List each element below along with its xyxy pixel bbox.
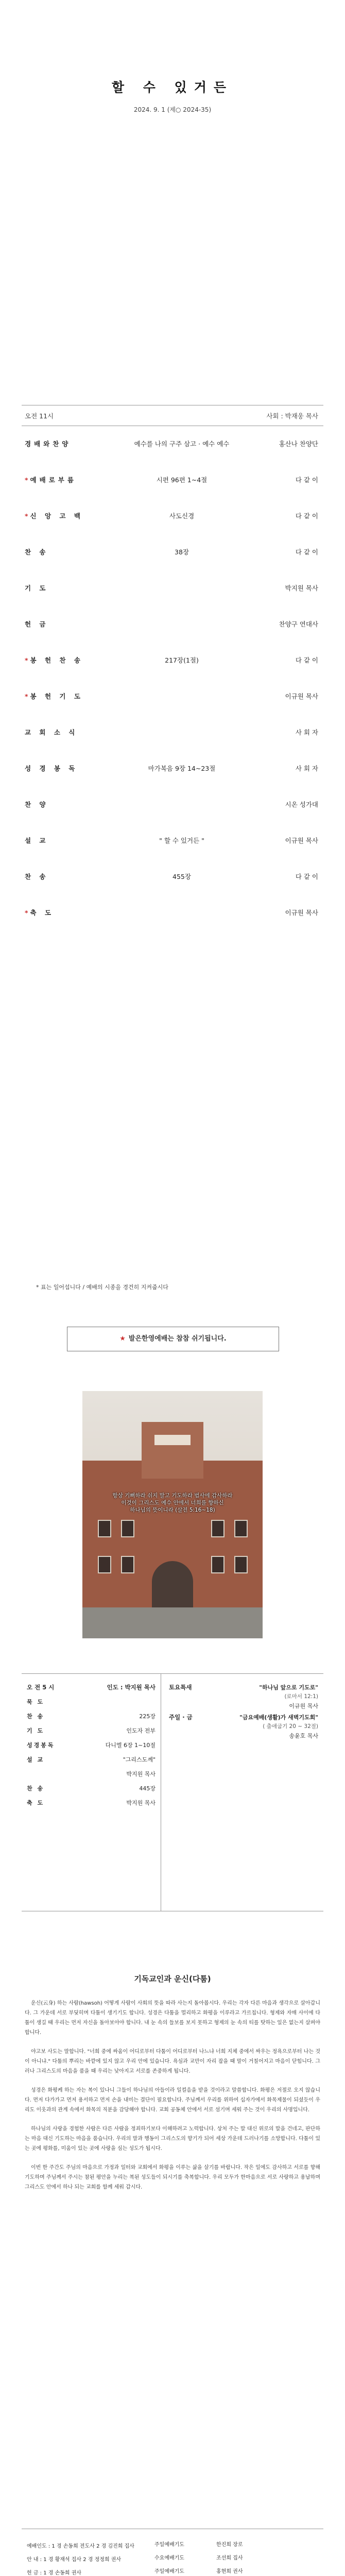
duty-line: 헌 금 : 1 경 손동희 권사 xyxy=(27,2570,82,2576)
dawn-item-value: "그리스도께" xyxy=(123,1756,156,1763)
dawn-item-value: 박지원 목사 xyxy=(126,1771,156,1777)
dawn-item-name: 묵 도 xyxy=(27,1699,45,1705)
window xyxy=(98,1556,111,1573)
order-item-name xyxy=(25,619,97,629)
masthead xyxy=(0,77,345,114)
star-icon: * xyxy=(25,512,28,520)
notice-text: 발은한영에배는 참참 쉬기됩니다. xyxy=(128,1335,227,1343)
duty-person: 조선희 집사 xyxy=(216,2555,243,2561)
window xyxy=(121,1556,134,1573)
order-item-label: 찬 송 xyxy=(25,873,49,880)
dawn-item-name: 축 도 xyxy=(27,1800,45,1806)
order-item-presenter: 박지원 목사 xyxy=(285,584,318,592)
essay-paragraph: 운신(云身) 하는 사람(hawsoh) 어떻게 사람이 사회의 뜻을 따라 사는지 돌아봅시다. 우리는 각자 다른 마음과 생각으로 살아갑니다. 그 가운데 서로 부딪히며 다툼이 생기기도 합니다. 성경은 다툼을 멀리하고 화평을 이루라고 가르칩니다. 형제와 자매 사이에 다툼이 생길 때 우리는 먼저 자신을 돌아보아야 합니다. 내 눈 속의 들보를 보지 못하고 형제의 눈 속의 티를 탓하는 일은 없는지 살펴야 합니다. xyxy=(25,2001,320,2036)
order-item-presenter: 홍산나 찬양단 xyxy=(279,440,318,448)
dawn-item-name: 찬 송 xyxy=(27,1713,45,1720)
order-item-name xyxy=(25,583,97,592)
window xyxy=(234,1520,248,1537)
order-item-name xyxy=(25,908,97,917)
duty-pair xyxy=(154,2553,323,2567)
dawn-order-row xyxy=(27,1799,156,1813)
order-item-presenter: 다 같 이 xyxy=(295,476,318,484)
order-item-name xyxy=(25,872,97,881)
caption-line: 하나님의 뜻이니라 (살전 5:16~18) xyxy=(130,1507,215,1513)
order-item-presenter: 시온 성가대 xyxy=(285,801,318,808)
ground-shape xyxy=(82,1607,263,1638)
special-service-label: 주일 · 금 xyxy=(169,1714,193,1721)
church-photo xyxy=(82,1391,263,1638)
window xyxy=(98,1520,111,1537)
dawn-order-row xyxy=(27,1712,156,1726)
order-item-name xyxy=(25,439,97,448)
essay-title: 기독교인과 운신(다툼) xyxy=(134,1974,211,1984)
bulletin-date: 2024. 9. 1 (제○ 2024-35) xyxy=(133,106,212,113)
special-service-scripture: ( 출애굽기 20 ~ 32절) xyxy=(263,1723,318,1730)
order-item-content: 사도신경 xyxy=(169,512,195,520)
order-item-presenter: 이규원 목사 xyxy=(285,692,318,700)
duty-line: 예배인도 : 1 경 손동희 전도사 2 경 김진희 집사 xyxy=(27,2544,134,2549)
order-row xyxy=(25,547,323,583)
order-item-content: 마가복음 9장 14~23절 xyxy=(148,765,216,772)
dawn-item-name: 성경봉독 xyxy=(27,1742,55,1749)
duty-right xyxy=(154,2540,323,2576)
order-row xyxy=(25,836,323,872)
order-item-presenter: 다 같 이 xyxy=(295,548,318,556)
standing-note: * 표는 일어섭니다 / 예배의 시종을 경건히 지켜줍시다 xyxy=(36,1284,168,1291)
order-item-name xyxy=(25,691,97,701)
special-service-title: "금요예배(생활)가 새벽기도회" xyxy=(239,1714,318,1721)
dawn-order-row xyxy=(27,1698,156,1712)
order-row xyxy=(25,655,323,691)
service-time: 오전 11시 xyxy=(25,412,54,420)
order-item-content: 455장 xyxy=(173,873,191,880)
duty-grid xyxy=(22,2540,323,2576)
order-row xyxy=(25,475,323,511)
dawn-item-value: 225장 xyxy=(139,1713,156,1720)
order-item-label: 교 회 소 식 xyxy=(25,728,78,736)
special-service-preacher: 송윤호 목사 xyxy=(289,1733,318,1739)
order-item-label: 기 도 xyxy=(25,584,49,592)
duty-pair xyxy=(154,2567,323,2576)
duty-pair xyxy=(154,2540,323,2553)
order-item-content: 38장 xyxy=(175,548,189,556)
order-item-name xyxy=(25,475,97,484)
special-service xyxy=(169,1713,318,1743)
duty-line: 안 내 : 1 경 황재석 집사 2 경 정정희 권사 xyxy=(27,2557,122,2563)
special-service-title: "하나님 앞으로 기도로" xyxy=(259,1684,318,1691)
order-item-name xyxy=(25,511,97,520)
star-icon: * xyxy=(25,909,28,917)
order-item-presenter: 다 같 이 xyxy=(295,512,318,520)
order-item-name xyxy=(25,727,97,737)
order-item-name xyxy=(25,655,97,665)
worship-order-list xyxy=(25,439,323,944)
order-row xyxy=(25,439,323,475)
order-item-label: 찬 양 xyxy=(25,801,49,808)
special-service-scripture: (로마서 12:1) xyxy=(284,1693,318,1700)
order-row xyxy=(25,764,323,800)
window xyxy=(121,1520,134,1537)
schedule-section xyxy=(22,1673,323,1911)
duty-role: 주일예배기도 xyxy=(154,2569,184,2574)
dawn-item-name: 설 교 xyxy=(27,1756,45,1763)
dawn-item-value: 다니엘 6장 1~10절 xyxy=(105,1742,156,1749)
order-row xyxy=(25,511,323,547)
dawn-time: 오 전 5 시 xyxy=(27,1684,55,1691)
window xyxy=(211,1556,225,1573)
dawn-order-list xyxy=(27,1698,156,1813)
order-item-label: 찬 송 xyxy=(25,548,49,556)
order-item-label: 축 도 xyxy=(30,909,55,917)
dawn-item-value: 박지원 목사 xyxy=(126,1800,156,1806)
order-row xyxy=(25,800,323,836)
photo-caption xyxy=(98,1492,247,1514)
caption-line: 항상 기뻐하라 쉬지 말고 기도하라 범사에 감사하라 xyxy=(112,1493,233,1499)
order-row xyxy=(25,691,323,727)
essay-body xyxy=(25,1998,320,2192)
order-item-presenter: 사 회 자 xyxy=(295,765,318,772)
order-item-label: 봉 헌 찬 송 xyxy=(30,656,83,664)
order-item-label: 예배로부름 xyxy=(30,476,77,484)
order-row xyxy=(25,872,323,908)
dawn-item-name: 기 도 xyxy=(27,1727,45,1734)
order-item-presenter: 이규원 목사 xyxy=(285,909,318,917)
order-item-content: 시편 96편 1~4절 xyxy=(156,476,208,484)
order-item-label: 신 앙 고 백 xyxy=(30,512,83,520)
order-row xyxy=(25,727,323,764)
essay-paragraph: 이번 한 주간도 주님의 마음으로 가정과 일터와 교회에서 화평을 이루는 삶을 살기를 바랍니다. 작은 일에도 감사하고 서로를 향해 기도하며 주님께서 주시는 참된 평안을 누리는 복된 성도들이 되시기를 축복합니다. 우리 모두가 한마음으로 서로 사랑하고 용납하며 그리스도 안에서 하나 되는 교회를 함께 세워 갑시다. xyxy=(25,2165,320,2190)
window xyxy=(234,1556,248,1573)
essay-paragraph: 하나님의 사랑을 경험한 사람은 다른 사람을 정죄하기보다 이해하려고 노력합니다. 상처 주는 말 대신 위로의 말을 건네고, 판단하는 마음 대신 기도하는 마음을 품습니다. 우리의 말과 행동이 그리스도의 향기가 되어 세상 가운데 드러나기를 소망합니다. 다툼이 있는 곳에 평화를, 미움이 있는 곳에 사랑을 심는 성도가 됩시다. xyxy=(25,2126,320,2151)
order-item-label: 봉 헌 기 도 xyxy=(30,692,83,700)
special-services xyxy=(169,1683,318,1743)
dawn-item-value: 인도자 전부 xyxy=(126,1727,156,1734)
order-item-name xyxy=(25,764,97,773)
order-item-name xyxy=(25,800,97,809)
bulletin-title: 할 수 있거든 xyxy=(111,80,234,95)
essay-paragraph: 야고보 사도는 말합니다. "너희 중에 싸움이 어디로부터 다툼이 어디로부터 나느냐 너희 지체 중에서 싸우는 정욕으로부터 나는 것이 아니냐." 다툼의 뿌리는 바깥에 있지 않고 우리 안에 있습니다. 욕심과 교만이 자리 잡을 때 말이 거칠어지고 마음이 닫힙니다. 그러나 그리스도의 마음을 품을 때 우리는 낮아지고 서로를 존중하게 됩니다. xyxy=(25,2049,320,2074)
order-item-name xyxy=(25,836,97,845)
order-item-label: 경배와찬양 xyxy=(25,440,72,448)
dawn-leader: 인도 : 박지원 목사 xyxy=(107,1684,156,1691)
order-item-label: 헌 금 xyxy=(25,620,49,628)
special-service xyxy=(169,1683,318,1713)
duty-role: 수요예배기도 xyxy=(154,2555,184,2561)
order-item-presenter: 다 같 이 xyxy=(295,656,318,664)
tower-shape xyxy=(142,1422,203,1479)
dawn-order-row xyxy=(27,1755,156,1770)
star-icon: * xyxy=(25,692,28,700)
order-row xyxy=(25,619,323,655)
dawn-order-row xyxy=(27,1770,156,1784)
duty-person: 홍현희 권사 xyxy=(216,2569,243,2574)
order-item-presenter: 다 같 이 xyxy=(295,873,318,880)
duty-roster xyxy=(22,2540,323,2576)
star-icon: ★ xyxy=(119,1335,126,1343)
order-row xyxy=(25,908,323,944)
order-item-presenter: 이규원 목사 xyxy=(285,837,318,844)
essay-column xyxy=(25,1973,320,2201)
order-item-content: 217장(1절) xyxy=(165,656,199,664)
entrance-arch xyxy=(152,1561,193,1607)
tower-sign xyxy=(154,1435,191,1445)
order-item-content: " 할 수 있거든 " xyxy=(159,837,204,844)
order-item-label: 설 교 xyxy=(25,837,49,844)
caption-line: 이것이 그리스도 예수 안에서 너희를 향하신 xyxy=(121,1500,224,1506)
duty-role: 주일예배기도 xyxy=(154,2542,184,2548)
star-icon: * xyxy=(25,476,28,484)
dawn-service-header xyxy=(27,1683,156,1698)
dawn-service xyxy=(27,1683,156,1813)
dawn-order-row xyxy=(27,1741,156,1755)
order-item-presenter: 찬양구 연대사 xyxy=(279,620,318,628)
order-item-label: 성 경 봉 독 xyxy=(25,765,78,772)
order-row xyxy=(25,583,323,619)
dawn-order-row xyxy=(27,1726,156,1741)
service-leader: 사회 : 박재웅 목사 xyxy=(266,412,318,420)
dawn-item-value: 445장 xyxy=(139,1785,156,1792)
duty-left xyxy=(27,2540,145,2576)
dawn-order-row xyxy=(27,1784,156,1799)
dawn-item-name: 찬 송 xyxy=(27,1785,45,1792)
essay-paragraph: 성경은 화평케 하는 자는 복이 있나니 그들이 하나님의 아들이라 일컬음을 받을 것이라고 말씀합니다. 화평은 저절로 오지 않습니다. 먼저 다가가고 먼저 용서하고 먼저 손을 내미는 결단이 필요합니다. 주님께서 우리를 위하여 십자가에서 화목제물이 되셨듯이 우리도 이웃과의 관계 속에서 화목의 직분을 감당해야 합니다. 교회 공동체 안에서 서로 섬기며 세워 주는 것이 우리의 사명입니다. xyxy=(25,2088,320,2113)
order-item-content: 예수를 나의 구주 삼고 · 예수 예수 xyxy=(134,440,230,448)
star-icon: * xyxy=(25,656,28,664)
duty-person: 한진희 장로 xyxy=(216,2542,243,2548)
order-item-presenter: 사 회 자 xyxy=(295,728,318,736)
notice-box xyxy=(67,1327,279,1351)
window xyxy=(211,1520,225,1537)
special-service-label: 토요특새 xyxy=(169,1684,192,1691)
special-service-preacher: 이규원 목사 xyxy=(289,1703,318,1709)
order-item-name xyxy=(25,547,97,556)
